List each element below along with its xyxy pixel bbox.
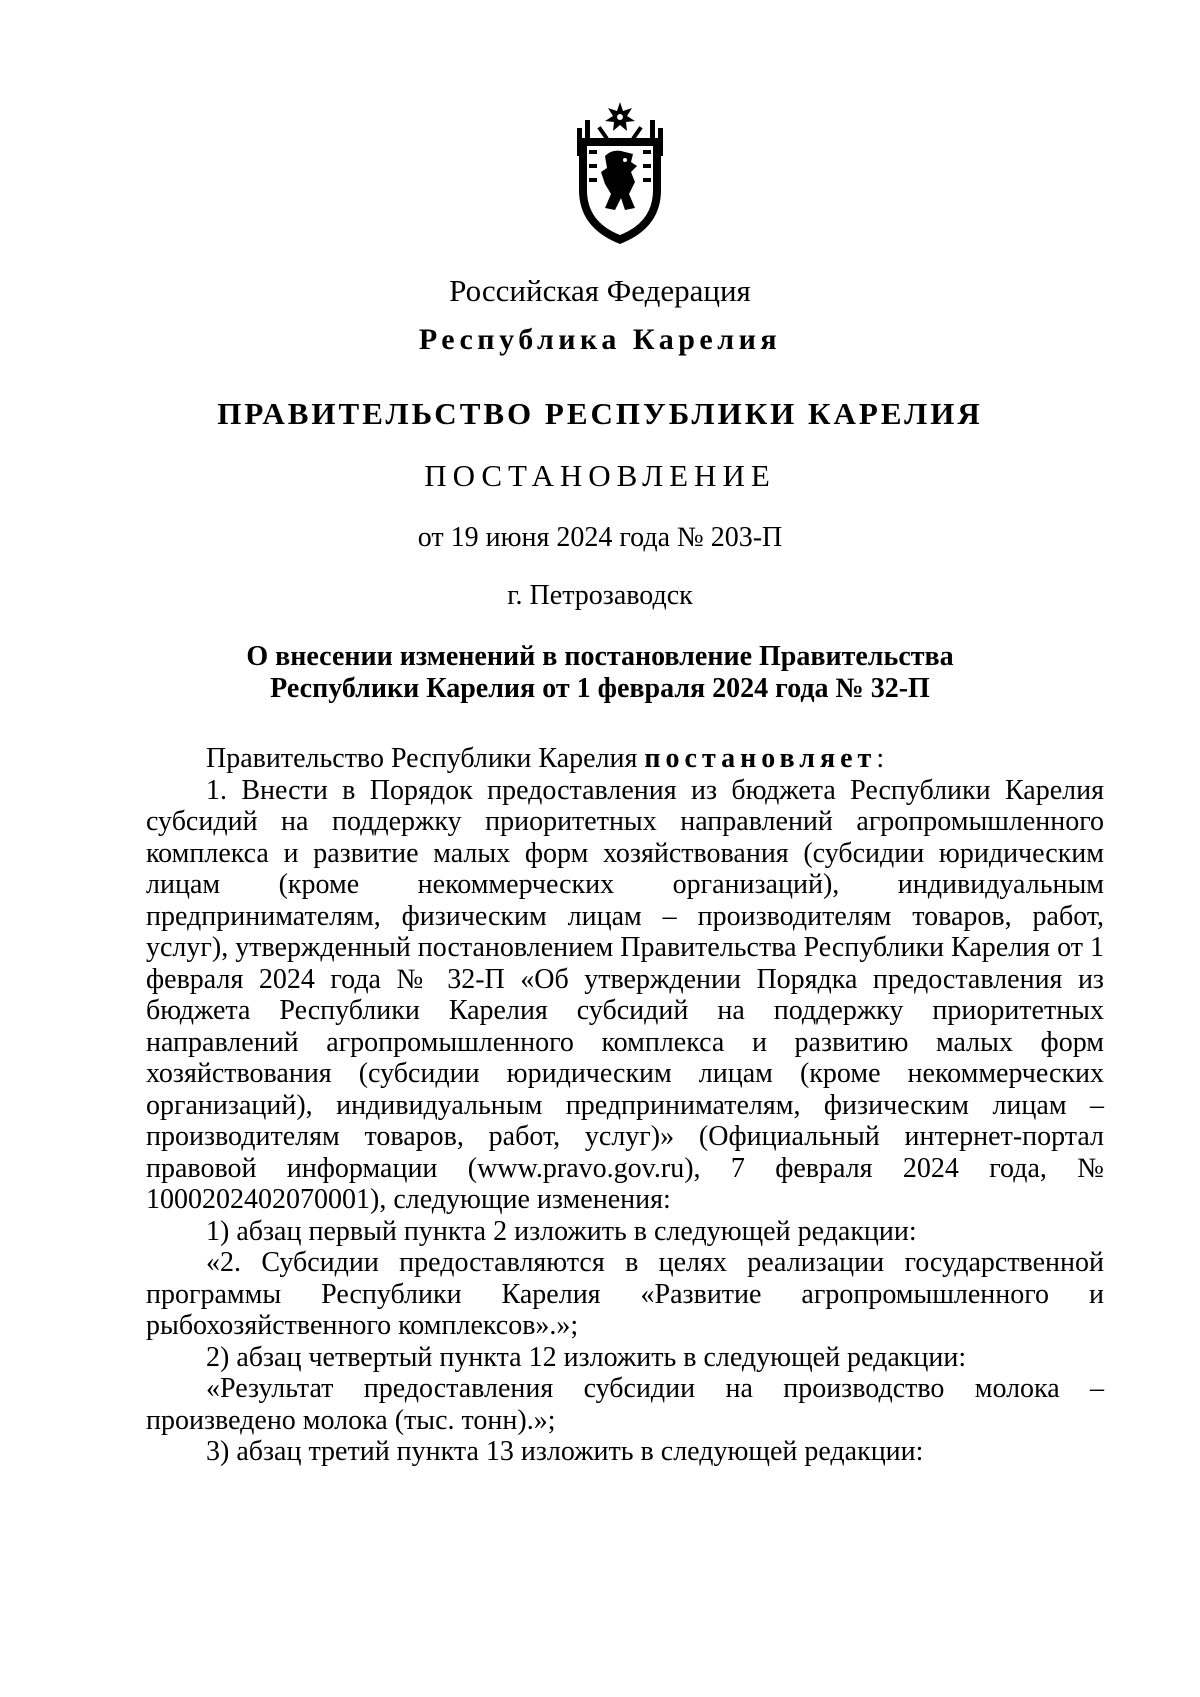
document-type: ПОСТАНОВЛЕНИЕ: [424, 458, 776, 493]
subject-line-1: О внесении изменений в постановление Правительства: [246, 641, 954, 672]
country-title: Российская Федерация: [449, 273, 751, 308]
paragraph-5: «Результат предоставления субсидии на производство молока – произведено молока (тыс. тонн).»;: [146, 1373, 1104, 1436]
paragraph-4: 2) абзац четвертый пункта 12 изложить в следующей редакции:: [206, 1341, 967, 1373]
government-title: ПРАВИТЕЛЬСТВО РЕСПУБЛИКИ КАРЕЛИЯ: [217, 396, 983, 431]
document-body: [146, 743, 1104, 1468]
intro-prefix: Правительство Республики Карелия: [206, 743, 645, 774]
document-city: г. Петрозаводск: [507, 580, 693, 611]
intro-suffix: :: [876, 743, 885, 774]
paragraph-1: 1. Внести в Порядок предоставления из бюджета Республики Карелия субсидий на поддержку приоритетных направлений агропромышленного комплекса и развитие малых форм хозяйствования (субсидии юридическим лицам (кроме некоммерческих организаций), индивидуальным предпринимателям, физическим лицам – производителям товаров, работ, услуг), утвержденный постановлением Правительства Республики Карелия от 1 февраля 2024 года № 32-П «Об утверждении Порядка предоставления из бюджета Республики Карелия субсидий на поддержку приоритетных направлений агропромышленного комплекса и развитию малых форм хозяйствования (субсидии юридическим лицам (кроме некоммерческих организаций), индивидуальным предпринимателям, физическим лицам – производителям товаров, работ, услуг)» (Официальный интернет-портал правовой информации (www.pravo.gov.ru), 7 февраля 2024 года, № 1000202402070001), следующие изменения:: [146, 774, 1104, 1215]
paragraph-2: 1) абзац первый пункта 2 изложить в следующей редакции:: [206, 1215, 917, 1247]
subject-line-2: Республики Карелия от 1 февраля 2024 года № 32-П: [270, 673, 930, 704]
document-subject: [220, 641, 980, 705]
document-date-number: от 19 июня 2024 года № 203-П: [417, 522, 783, 553]
intro-verb: постановляет: [644, 743, 877, 774]
republic-title: Республика Карелия: [418, 323, 782, 356]
intro-paragraph: [146, 743, 1104, 775]
karelia-coat-of-arms-icon: [565, 98, 675, 248]
paragraph-6: 3) абзац третий пункта 13 изложить в следующей редакции:: [206, 1436, 924, 1467]
paragraph-3: «2. Субсидии предоставляются в целях реализации государственной программы Республики Карелия «Развитие агропромышленного и рыбохозяйственного комплексов».»;: [146, 1247, 1104, 1341]
